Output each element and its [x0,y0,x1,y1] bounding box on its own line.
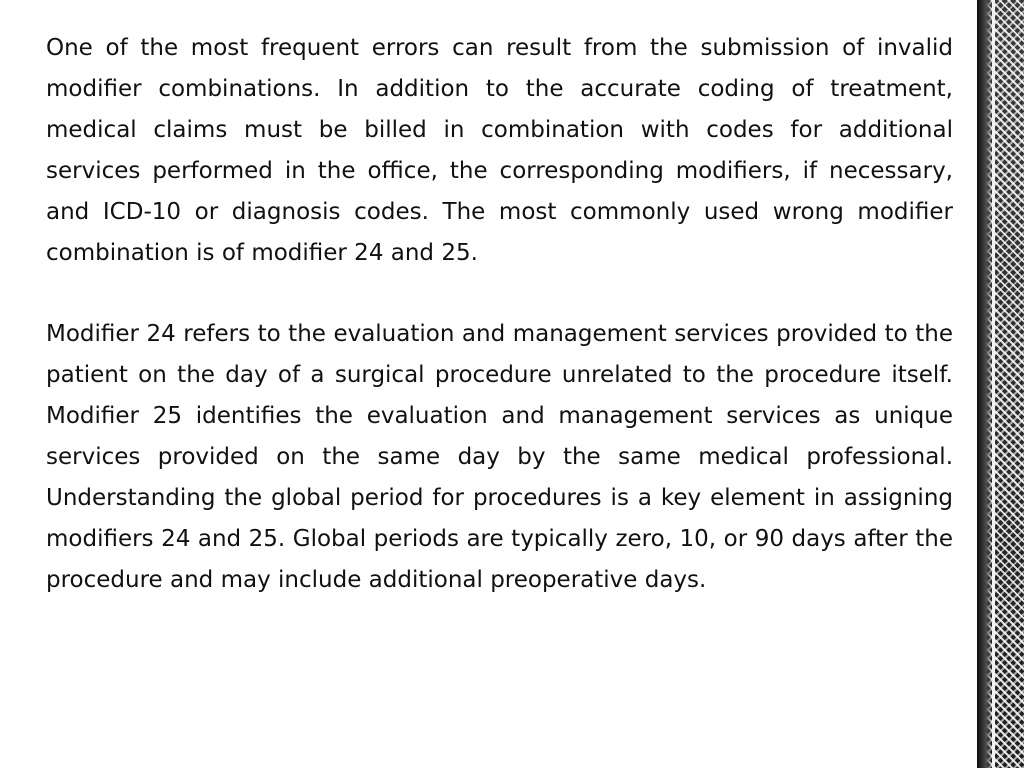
paragraph-modifier-24-25: Modifier 24 refers to the evaluation and management services provided to the patient on the day of a surgical procedure unrelated to the procedure itself. Modifier 25 identifies the evaluation and management services as unique services provided on the same day by the same medical professional. Understanding the global period for procedures is a key element in assigning modifiers 24 and 25. Global periods are typically zero, 10, or 90 days after the procedure and may include additional preoperative days. [46,321,953,593]
slide-body-text [46,28,953,601]
decorative-side-bar-edge [977,0,992,768]
decorative-side-bar-line [992,0,995,768]
paragraph-modifier-errors: One of the most frequent errors can result from the submission of invalid modifier combinations. In addition to the accurate coding of treatment, medical claims must be billed in combination with codes for additional services performed in the office, the corresponding modifiers, if necessary, and ICD-10 or diagnosis codes. The most commonly used wrong modifier combination is of modifier 24 and 25. [46,35,953,266]
